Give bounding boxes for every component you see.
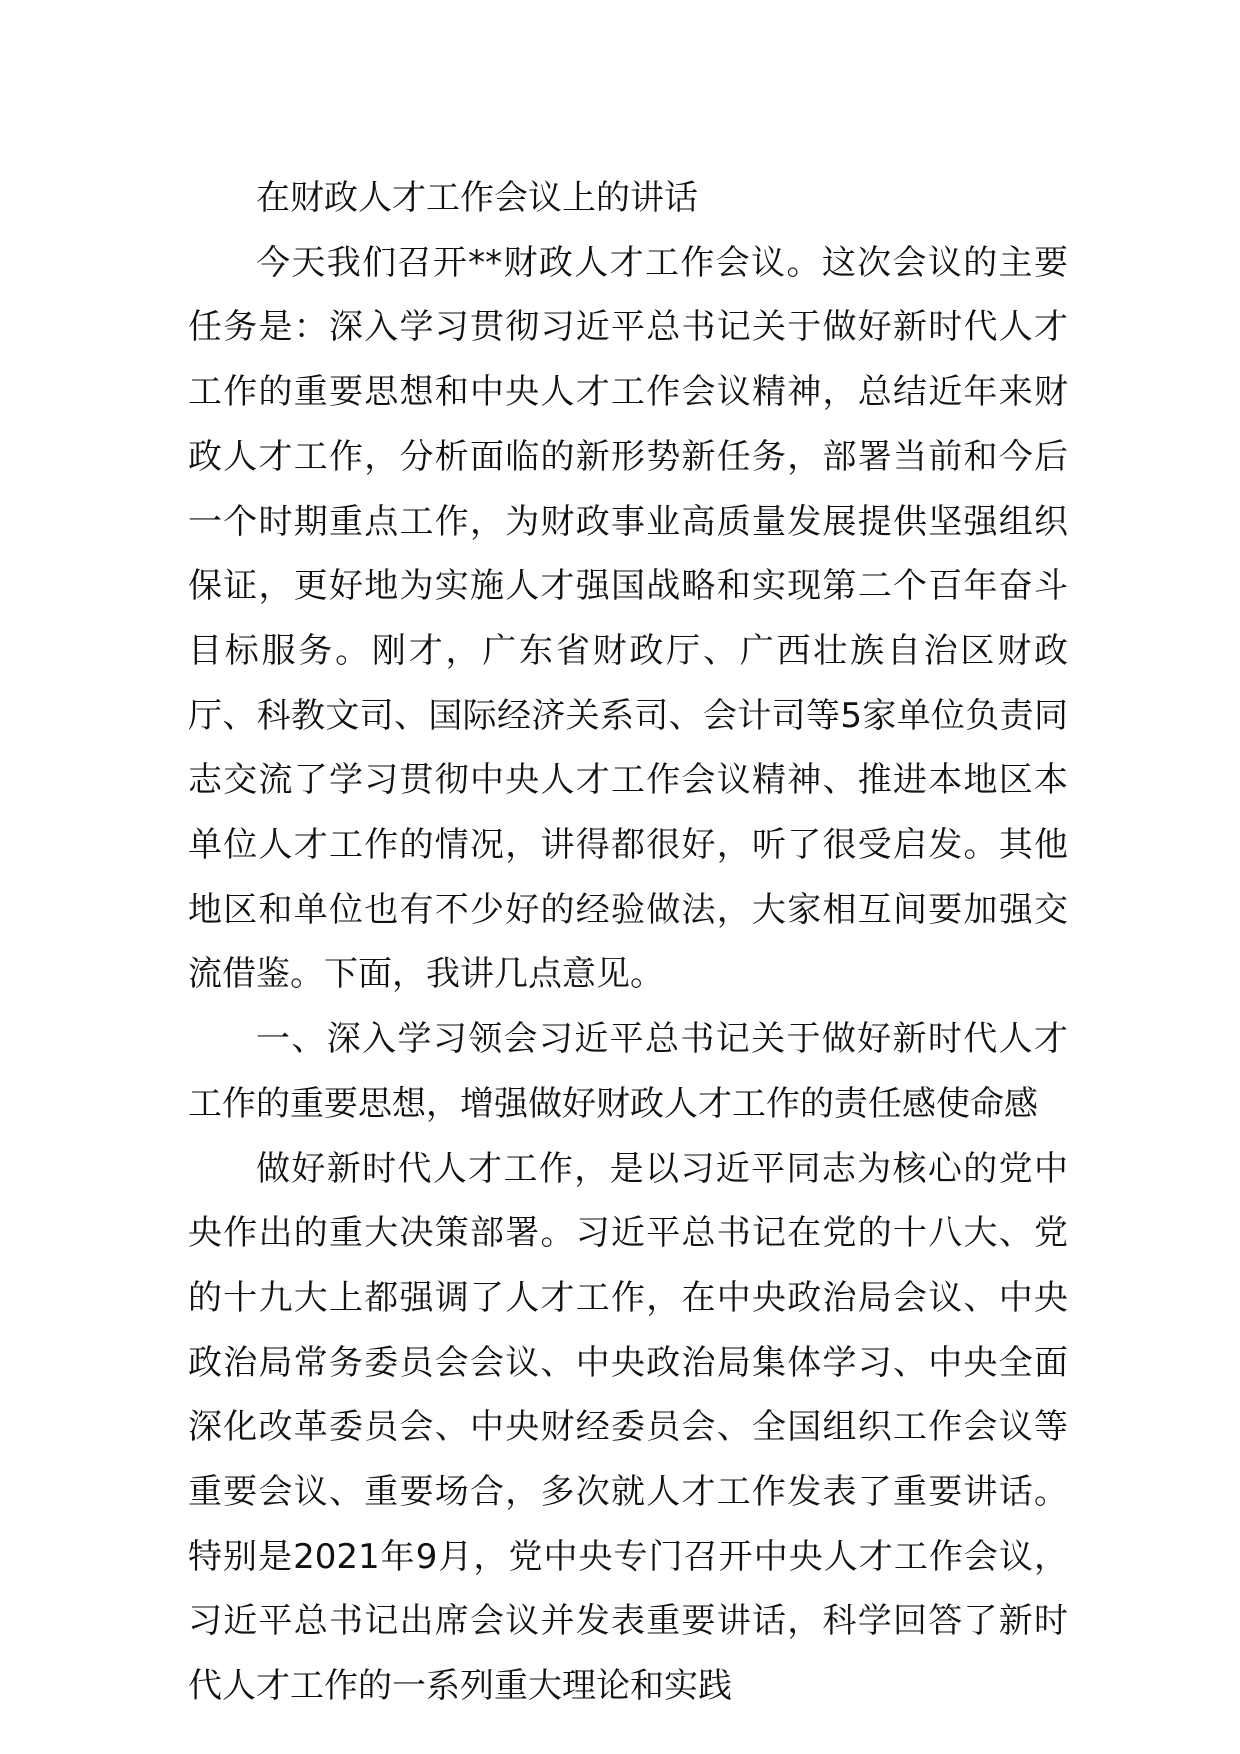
paragraph-section-1: 做好新时代人才工作，是以习近平同志为核心的党中央作出的重大决策部署。习近平总书记在党的十八大、党的十九大上都强调了人才工作，在中央政治局会议、中央政治局常务委员会会议、中央政治局集体学习、中央全面深化改革委员会、中央财经委员会、全国组织工作会议等重要会议、重要场合，多次就人才工作发表了重要讲话。特别是2021年9月，党中央专门召开中央人才工作会议，习近平总书记出席会议并发表重要讲话，科学回答了新时代人才工作的一系列重大理论和实践 [188, 1148, 1068, 1707]
document-title: 在财政人才工作会议上的讲话 [256, 178, 698, 218]
section-heading-1: 一、深入学习领会习近平总书记关于做好新时代人才工作的重要思想，增强做好财政人才工作的责任感使命感 [188, 1019, 1068, 1124]
paragraph-opening: 今天我们召开**财政人才工作会议。这次会议的主要任务是：深入学习贯彻习近平总书记关于做好新时代人才工作的重要思想和中央人才工作会议精神，总结近年来财政人才工作，分析面临的新形势新任务，部署当前和今后一个时期重点工作，为财政事业高质量发展提供坚强组织保证，更好地为实施人才强国战略和实现第二个百年奋斗目标服务。刚才，广东省财政厅、广西壮族自治区财政厅、科教文司、国际经济关系司、会计司等5家单位负责同志交流了学习贯彻中央人才工作会议精神、推进本地区本单位人才工作的情况，讲得都很好，听了很受启发。其他地区和单位也有不少好的经验做法，大家相互间要加强交流借鉴。下面，我讲几点意见。 [188, 242, 1068, 995]
document-page [188, 166, 1068, 1719]
